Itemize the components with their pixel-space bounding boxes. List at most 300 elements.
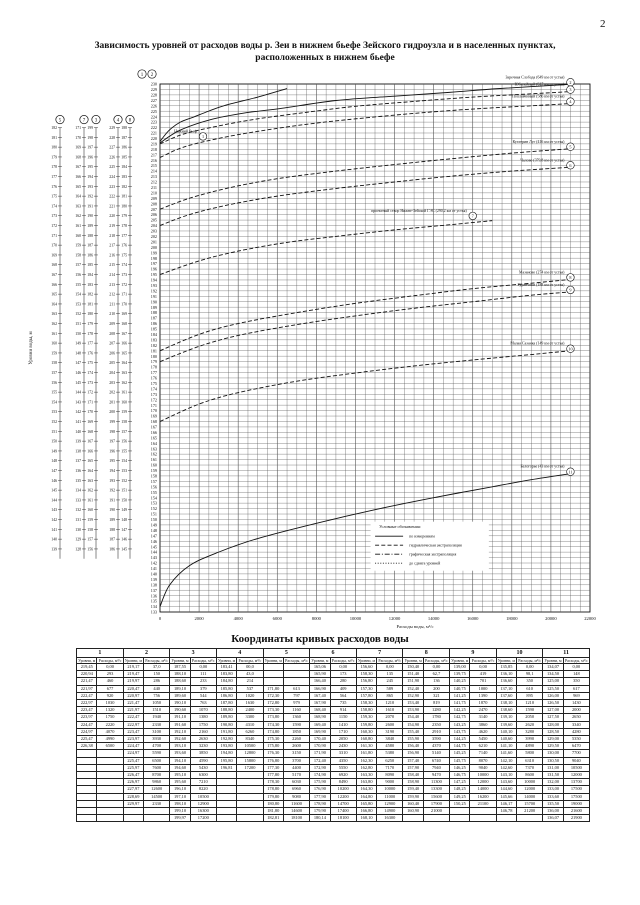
y-tick-label: 155 (150, 489, 157, 495)
table-cell: 136 (423, 678, 449, 685)
table-title: Координаты кривых расходов воды (231, 633, 409, 645)
table-cell: 17200 (237, 764, 263, 771)
table-cell: 178,80 (263, 786, 283, 793)
table-cell: 1590 (517, 707, 543, 714)
table-cell: 9000 (377, 779, 403, 786)
y-tick-label: 196 (150, 266, 157, 272)
scale-tick-label: 159 (121, 410, 127, 415)
table-cell: 165,80 (356, 800, 376, 807)
table-cell: 152,40 (403, 685, 423, 692)
scale-tick-label: 147 (51, 469, 57, 474)
scale-tick-label: 175 (121, 253, 127, 258)
table-cell: 2160 (190, 728, 216, 735)
scale-tick-label: 164 (75, 194, 81, 199)
y-tick-label: 185 (150, 326, 157, 332)
table-cell: 18100 (283, 815, 309, 822)
table-cell (450, 808, 470, 815)
table-cell: 136,60 (496, 678, 516, 685)
table-cell: 1940 (144, 714, 170, 721)
table-group-header: 10 (496, 649, 543, 658)
table-cell: 3100 (144, 728, 170, 735)
scale-tick-label: 171 (51, 233, 57, 238)
scale-tick-label: 174 (87, 371, 93, 376)
table-cell: 3300 (237, 714, 263, 721)
scale-tick-label: 204 (109, 371, 115, 376)
series-name-1: Нижний бьеф (174, 129, 197, 134)
table-cell: 3700 (283, 757, 309, 764)
series-name-8: Мазаново (274 км от устья) (519, 270, 565, 275)
table-cell (97, 800, 123, 807)
scale-tick-label: 137 (75, 459, 81, 464)
table-cell: 162,30 (356, 757, 376, 764)
scale-tick-label: 186 (87, 253, 93, 258)
scale-tick-label: 169 (51, 253, 57, 258)
table-cell: 127,00 (543, 707, 563, 714)
table-cell: 147,25 (450, 779, 470, 786)
table-cell: 161,30 (356, 743, 376, 750)
table-cell: 10000 (470, 772, 496, 779)
x-tick-label: 14000 (427, 616, 440, 621)
legend-label: по измерениям (409, 533, 435, 539)
x-tick-label: 20000 (545, 616, 557, 621)
y-tick-label: 175 (150, 380, 157, 386)
y-tick-label: 173 (150, 391, 157, 397)
series-marker-label-6: 6 (569, 162, 572, 168)
table-cell: 797 (283, 692, 309, 699)
table-row (77, 671, 590, 678)
table-cell: 223,47 (77, 707, 97, 714)
scale-tick-label: 189 (87, 224, 93, 229)
y-tick-label: 171 (150, 402, 157, 408)
table-cell: 1780 (423, 714, 449, 721)
y-tick-label: 229 (150, 87, 157, 93)
table-cell: 228,69 (123, 793, 143, 800)
table-cell: 222,47 (77, 692, 97, 699)
scale-tick-label: 157 (87, 537, 93, 542)
scale-tick-label: 176 (87, 351, 93, 356)
table-cell (283, 671, 309, 678)
table-cell: 151,90 (403, 678, 423, 685)
scale-tick-label: 159 (75, 243, 81, 248)
table-row (77, 808, 590, 815)
scale-tick-label: 179 (51, 155, 57, 160)
scale-tick-label: 128 (75, 547, 81, 552)
table-cell: 2000 (563, 707, 589, 714)
scale-tick-label: 222 (109, 194, 115, 199)
table-cell (97, 815, 123, 822)
table-cell: 133,00 (543, 786, 563, 793)
table-cell: 9860 (144, 779, 170, 786)
table-cell: 189,80 (216, 714, 236, 721)
table-cell: 190,10 (170, 700, 190, 707)
scale-tick-label: 152 (121, 478, 127, 483)
table-subheader-row (77, 658, 590, 664)
scale-tick-label: 162 (75, 214, 81, 219)
table-cell: 379 (190, 685, 216, 692)
table-cell (97, 764, 123, 771)
table-cell: 350 (563, 678, 589, 685)
y-tick-label: 152 (150, 506, 157, 512)
scale-tick-label: 167 (51, 273, 57, 278)
scale-tick-label: 223 (109, 184, 115, 189)
y-tick-label: 143 (150, 555, 157, 561)
x-tick-label: 12000 (388, 616, 401, 621)
table-cell: 2600 (283, 743, 309, 750)
y-tick-label: 208 (150, 201, 157, 207)
table-cell (97, 779, 123, 786)
table-cell: 5140 (423, 750, 449, 757)
scale-tick-label: 149 (51, 449, 57, 454)
y-tick-label: 198 (150, 255, 157, 261)
table-cell: 177,80 (263, 772, 283, 779)
table-cell: 223,47 (123, 728, 143, 735)
table-cell: 1360 (283, 714, 309, 721)
scale-tick-label: 153 (75, 302, 81, 307)
table-cell: 167,90 (310, 700, 330, 707)
y-tick-label: 183 (150, 337, 157, 343)
table-cell (216, 808, 236, 815)
scale-tick-label: 142 (75, 410, 81, 415)
table-cell: 168,10 (356, 815, 376, 822)
scale-tick-label: 219 (109, 224, 115, 229)
table-cell: 6310 (517, 757, 543, 764)
table-row (77, 750, 590, 757)
table-cell: 137,10 (496, 685, 516, 692)
y-tick-label: 220 (150, 136, 157, 142)
table-cell: 193,80 (216, 743, 236, 750)
table-cell: 146,78 (496, 808, 516, 815)
table-cell: 192,10 (170, 728, 190, 735)
table-cell: 221,97 (77, 685, 97, 692)
table-row (77, 815, 590, 822)
table-cell: 895 (517, 692, 543, 699)
table-cell: 10000 (377, 786, 403, 793)
scale-tick-label: 178 (87, 331, 93, 336)
table-cell: 564 (330, 692, 356, 699)
scale-tick-label: 169 (87, 420, 93, 425)
y-tick-label: 138 (150, 582, 157, 588)
scale-tick-label: 205 (109, 361, 115, 366)
table-cell: 286 (144, 678, 170, 685)
table-cell: 157,40 (403, 757, 423, 764)
table-cell: 2600 (377, 721, 403, 728)
scale-tick-label: 145 (75, 380, 81, 385)
table-cell: 166,80 (356, 808, 376, 815)
table-cell: 224,97 (123, 750, 143, 757)
table-cell: 149,25 (450, 793, 470, 800)
scale-tick-label: 186 (109, 547, 115, 552)
table-subheader: Уровни, м (357, 658, 376, 663)
table-cell (77, 764, 97, 771)
table-subheader: Уровни, м (404, 658, 422, 663)
scale-tick-label: 145 (121, 547, 127, 552)
series-marker-label-5: 5 (569, 144, 572, 150)
scale-tick-label: 174 (121, 263, 127, 268)
table-cell: 226,38 (77, 743, 97, 750)
table-cell (283, 678, 309, 685)
scale-tick-label: 180 (121, 204, 127, 209)
table-cell (237, 779, 263, 786)
table-body (77, 664, 590, 822)
table-cell: 17900 (423, 800, 449, 807)
table-cell: 177,30 (263, 764, 283, 771)
scale-tick-label: 210 (109, 312, 115, 317)
table-cell: 220,47 (123, 685, 143, 692)
series-marker-label-2: 2 (569, 79, 572, 85)
table-cell: 225,97 (123, 764, 143, 771)
table-group-header: 4 (216, 649, 263, 658)
scale-tick-label: 129 (75, 537, 81, 542)
table-cell: 183,41 (216, 664, 236, 671)
scale-tick-label: 164 (121, 361, 127, 366)
table-cell: 143,10 (496, 772, 516, 779)
scale-tick-label: 143 (75, 400, 81, 405)
scale-tick-label: 151 (121, 488, 127, 493)
y-tick-label: 184 (150, 331, 157, 337)
scale-tick-label: 161 (51, 331, 57, 336)
scale-marker-label: 4 (116, 118, 120, 124)
table-subheader: Уровни, м (124, 658, 142, 663)
y-tick-label: 188 (150, 310, 157, 316)
y-tick-label: 148 (150, 527, 157, 533)
table-row (77, 714, 590, 721)
table-row (77, 764, 590, 771)
scale-tick-label: 169 (121, 312, 127, 317)
y-tick-label: 145 (150, 544, 157, 550)
table-cell: 4400 (283, 764, 309, 771)
title-line-1: Зависимость уровней от расходов воды р. Зеи в нижнем бьефе Зейского гидроузла и в населенных пунктах, (94, 41, 556, 51)
table-cell: 128,50 (543, 728, 563, 735)
scale-tick-label: 178 (51, 165, 57, 170)
table-subheader: Расходы, м³/с (191, 658, 215, 663)
scale-tick-label: 191 (109, 498, 115, 503)
table-cell: 140,10 (496, 728, 516, 735)
table-cell: 160,40 (403, 800, 423, 807)
table-cell: 12000 (517, 786, 543, 793)
table-cell: 2620 (517, 721, 543, 728)
table-cell: 196,10 (170, 786, 190, 793)
scale-tick-label: 170 (121, 302, 127, 307)
table-cell: 280 (330, 678, 356, 685)
scale-tick-label: 228 (109, 135, 115, 140)
table-row (77, 800, 590, 807)
table-cell: 182,81 (263, 815, 283, 822)
scale-marker-label: 5 (58, 118, 62, 124)
table-cell: 154,40 (403, 714, 423, 721)
scale-tick-label: 170 (75, 135, 81, 140)
y-tick-label: 142 (150, 560, 157, 566)
table-cell: 176,80 (263, 757, 283, 764)
table-cell (237, 786, 263, 793)
table-cell: 214 (237, 678, 263, 685)
scale-tick-label: 170 (51, 243, 57, 248)
table-cell: 158,30 (356, 700, 376, 707)
scale-tick-label: 153 (51, 410, 57, 415)
scale-tick-label: 178 (121, 224, 127, 229)
scale-tick-label: 184 (121, 165, 127, 170)
table-cell: 12600 (144, 786, 170, 793)
table-cell: 195,60 (170, 779, 190, 786)
scale-tick-label: 195 (87, 165, 93, 170)
table-cell: 8340 (237, 736, 263, 743)
x-tick-label: 18000 (506, 616, 518, 621)
table-cell: 1210 (377, 700, 403, 707)
table-cell: 1210 (517, 700, 543, 707)
table-cell: 138,60 (496, 707, 516, 714)
table-cell (77, 786, 97, 793)
scale-tick-label: 164 (51, 302, 57, 307)
table-subheader: Уровни, м (497, 658, 515, 663)
table-cell: 21200 (517, 808, 543, 815)
scale-tick-label: 208 (109, 331, 115, 336)
y-tick-label: 182 (150, 342, 157, 348)
table-cell (263, 678, 283, 685)
scale-tick-label: 160 (75, 233, 81, 238)
table-cell: 21000 (423, 808, 449, 815)
table-cell: 139,00 (450, 664, 470, 671)
table-cell: 9470 (423, 772, 449, 779)
y-tick-label: 201 (150, 239, 157, 245)
table-cell: 181,80 (263, 808, 283, 815)
scale-tick-label: 194 (109, 469, 115, 474)
table-cell: 350 (517, 678, 543, 685)
scale-tick-label: 185 (121, 155, 127, 160)
table-cell: 195,80 (216, 757, 236, 764)
scale-tick-label: 192 (87, 194, 93, 199)
table-cell: 1510 (144, 707, 170, 714)
table-cell (97, 772, 123, 779)
scale-tick-label: 198 (109, 429, 115, 434)
table-cell: 537 (237, 685, 263, 692)
y-tick-label: 154 (150, 495, 157, 501)
scale-tick-label: 148 (75, 351, 81, 356)
scale-tick-label: 163 (75, 204, 81, 209)
table-cell: 460 (97, 678, 123, 685)
table-cell: 229,97 (123, 800, 143, 807)
y-tick-label: 147 (150, 533, 157, 539)
table-row (77, 786, 590, 793)
table-cell: 1850 (283, 728, 309, 735)
scale-tick-label: 213 (109, 282, 115, 287)
scale-tick-label: 152 (75, 312, 81, 317)
table-cell: 6260 (237, 728, 263, 735)
table-cell: 150,40 (403, 664, 423, 671)
table-cell: 7940 (423, 764, 449, 771)
table-cell: 170,90 (310, 743, 330, 750)
y-tick-label: 151 (150, 511, 157, 517)
table-cell: 0,00 (517, 664, 543, 671)
table-cell: 3280 (517, 728, 543, 735)
table-cell: 179,90 (310, 808, 330, 815)
scale-tick-label: 160 (87, 508, 93, 513)
table-cell: 165,06 (310, 664, 330, 671)
scale-tick-label: 155 (75, 282, 81, 287)
table-cell: 224,97 (77, 728, 97, 735)
y-tick-label: 177 (150, 370, 157, 376)
scale-tick-label: 212 (109, 292, 115, 297)
scale-tick-label: 148 (121, 518, 127, 523)
table-cell: 195,10 (170, 772, 190, 779)
table-row (77, 685, 590, 692)
y-tick-label: 150 (150, 517, 157, 523)
y-tick-label: 209 (150, 195, 157, 201)
table-cell: 2470 (470, 707, 496, 714)
scale-tick-label: 133 (75, 498, 81, 503)
scale-tick-label: 172 (87, 390, 93, 395)
table-cell: 2910 (423, 728, 449, 735)
scale-tick-label: 181 (121, 194, 127, 199)
table-row (77, 700, 590, 707)
table-cell: 409 (330, 685, 356, 692)
table-cell: 189,10 (170, 685, 190, 692)
table-cell: 158,90 (403, 779, 423, 786)
table-cell: 10000 (517, 779, 543, 786)
scale-tick-label: 196 (109, 449, 115, 454)
series-name-2: Заречная Слобода (649 км от устья) (505, 75, 565, 80)
table-cell: 589 (377, 685, 403, 692)
table-cell: 174,90 (310, 772, 330, 779)
scale-tick-label: 168 (75, 155, 81, 160)
table-cell: 245 (377, 678, 403, 685)
scale-tick-label: 150 (121, 498, 127, 503)
table-cell: 819 (423, 700, 449, 707)
scale-tick-label: 199 (109, 420, 115, 425)
table-cell: 4280 (563, 728, 589, 735)
table-cell: 6740 (423, 757, 449, 764)
series-name-3: Юбилейный (617 км от устья) (514, 82, 565, 87)
scale-tick-label: 173 (121, 273, 127, 278)
scale-tick-label: 147 (75, 361, 81, 366)
y-tick-label: 204 (150, 223, 157, 229)
scale-tick-label: 154 (121, 459, 127, 464)
series-marker-label-7: 7 (471, 213, 474, 219)
coordinates-table (76, 648, 590, 822)
table-cell: 293 (97, 671, 123, 678)
table-cell: 168,90 (310, 714, 330, 721)
table-cell: 172,80 (263, 700, 283, 707)
table-cell: 4700 (144, 743, 170, 750)
table-cell: 17200 (190, 815, 216, 822)
table-cell: 175,30 (263, 736, 283, 743)
table-cell: 136,00 (543, 808, 563, 815)
table-cell: 14500 (144, 793, 170, 800)
y-tick-label: 227 (150, 97, 157, 103)
table-cell: 129,50 (543, 743, 563, 750)
scale-tick-label: 167 (121, 331, 127, 336)
table-cell: 137,60 (496, 692, 516, 699)
table-subheader: Уровни, м (218, 658, 236, 663)
table-cell: 14000 (517, 793, 543, 800)
y-tick-label: 195 (150, 272, 157, 278)
y-tick-label: 136 (150, 593, 157, 599)
table-cell: 220,94 (77, 671, 97, 678)
table-cell: 6030 (283, 779, 309, 786)
table-cell (97, 786, 123, 793)
scale-tick-label: 188 (121, 126, 127, 131)
y-tick-label: 200 (150, 244, 157, 250)
y-tick-label: 213 (150, 174, 157, 180)
table-cell: 701 (470, 678, 496, 685)
table-cell: 166,90 (310, 685, 330, 692)
table-row (77, 793, 590, 800)
table-cell: 5350 (563, 736, 589, 743)
table-cell: 21100 (470, 800, 496, 807)
y-tick-label: 218 (150, 146, 157, 152)
scale-tick-label: 165 (87, 459, 93, 464)
table-cell: 220,97 (123, 692, 143, 699)
table-cell: 4070 (97, 728, 123, 735)
table-cell: 00,0 (237, 664, 263, 671)
